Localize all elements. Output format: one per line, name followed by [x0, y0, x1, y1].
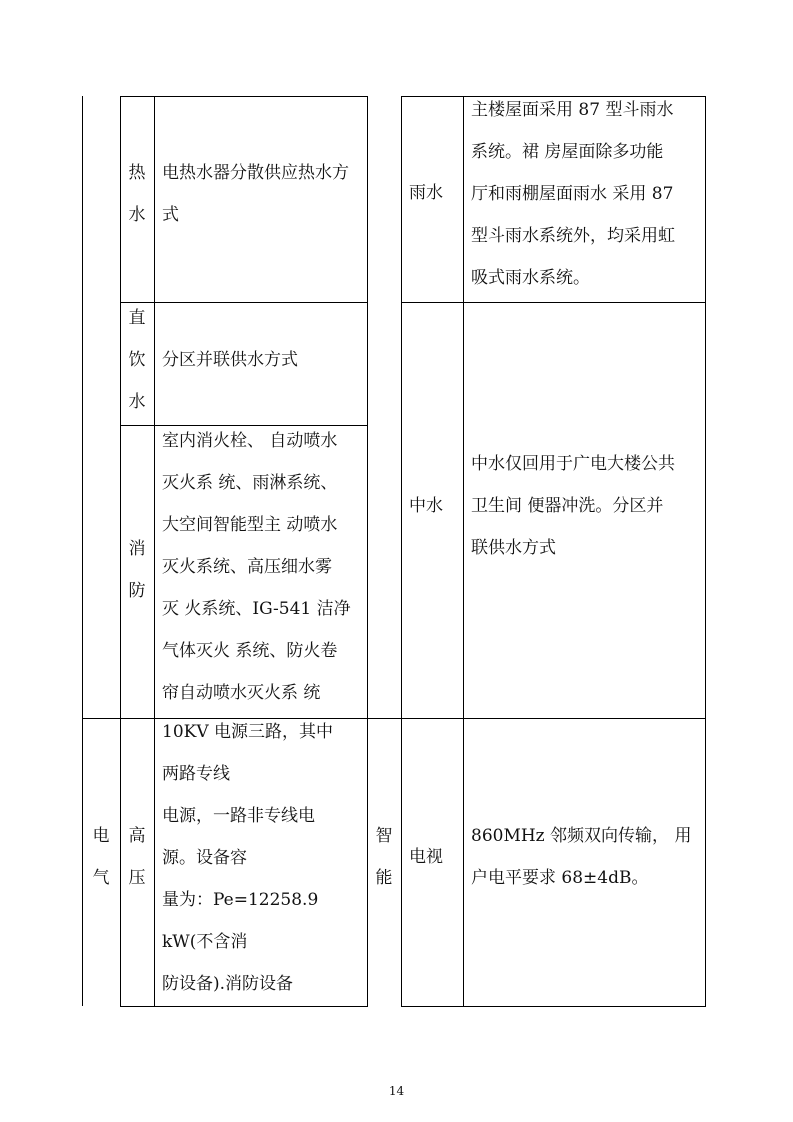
category-label-intelligent: [374, 815, 394, 899]
item-char: 消: [128, 539, 146, 559]
desc-line: 户电平要求 68±4dB。: [471, 868, 649, 888]
item-char: 直: [128, 308, 146, 328]
desc-line: 量为：Pe=12258.9: [162, 890, 319, 910]
category-char: 能: [375, 868, 393, 888]
desc-line: 室内消火栓、 自动喷水: [162, 431, 338, 451]
desc-line: 中水仅回用于广电大楼公共: [471, 454, 675, 474]
desc-line: 联供水方式: [471, 538, 556, 558]
desc-line: 灭 火系统、IG-541 洁净: [162, 599, 351, 619]
desc-line: 10KV 电源三路，其中: [162, 722, 334, 742]
desc-line: 大空间智能型主 动喷水: [162, 515, 338, 535]
page-number: 14: [388, 1084, 405, 1098]
desc-line: 灭火系统、高压细水雾: [162, 557, 332, 577]
category-char: 气: [92, 868, 110, 888]
right-outer-border: [401, 96, 402, 1007]
left-top-border: [120, 96, 368, 97]
left-right-border: [367, 96, 368, 1007]
item-label-fire-protection: [127, 528, 147, 612]
desc-line: 系统。裙 房屋面除多功能: [471, 142, 664, 162]
item-label-reclaimed-water: 中水: [409, 496, 443, 516]
right-bottom-border: [401, 1006, 706, 1007]
desc-fire-protection: [162, 420, 351, 714]
desc-line: kW(不含消: [162, 932, 248, 952]
desc-line: 吸式雨水系统。: [471, 268, 590, 288]
left-row-divider-1: [120, 302, 368, 303]
desc-television: [471, 815, 691, 899]
desc-line: 源。设备容: [162, 848, 247, 868]
desc-reclaimed-water: [471, 443, 675, 569]
category-char: 智: [375, 826, 393, 846]
desc-line: 气体灭火 系统、防火卷: [162, 641, 338, 661]
desc-line: 860MHz 邻频双向传输， 用: [471, 826, 692, 846]
desc-hot-water: 电热水器分散供应热水方式: [162, 163, 349, 225]
desc-line: 两路专线: [162, 764, 230, 784]
desc-line: 电源，一路非专线电: [162, 806, 315, 826]
item-label-television: 电视: [409, 847, 443, 867]
item-label-rainwater: 雨水: [409, 183, 443, 203]
category-label-electrical: [91, 815, 111, 899]
right-right-border: [705, 96, 706, 1007]
right-row-divider-1: [401, 302, 706, 303]
desc-line: 厅和雨棚屋面雨水 采用 87: [471, 184, 674, 204]
left-item-border: [120, 96, 121, 1007]
item-label-drinking-water: [127, 297, 147, 423]
item-label-hot-water: [127, 152, 147, 236]
desc-drinking-water: 分区并联供水方式: [162, 350, 298, 370]
item-char: 水: [128, 205, 146, 225]
item-char: 高: [128, 826, 146, 846]
desc-line: 帘自动喷水灭火系 统: [162, 683, 321, 703]
desc-line: 主楼屋面采用 87 型斗雨水: [471, 100, 674, 120]
desc-line: 灭火系 统、雨淋系统、: [162, 473, 338, 493]
desc-high-voltage: [162, 711, 333, 1005]
item-char: 饮: [128, 350, 146, 370]
item-char: 热: [128, 163, 146, 183]
right-desc-border: [463, 96, 464, 1007]
left-bottom-border: [120, 1006, 368, 1007]
item-char: 防: [128, 581, 146, 601]
item-label-high-voltage: [127, 815, 147, 899]
desc-line: 卫生间 便器冲洗。分区并: [471, 496, 664, 516]
left-outer-border: [82, 96, 83, 1006]
left-desc-border: [154, 96, 155, 1007]
desc-rainwater: [471, 89, 675, 299]
right-row-divider-2: [367, 718, 706, 719]
item-char: 压: [128, 868, 146, 888]
desc-line: 型斗雨水系统外，均采用虹: [471, 226, 675, 246]
desc-line: 防设备).消防设备: [162, 974, 294, 994]
category-char: 电: [92, 826, 110, 846]
item-char: 水: [128, 392, 146, 412]
